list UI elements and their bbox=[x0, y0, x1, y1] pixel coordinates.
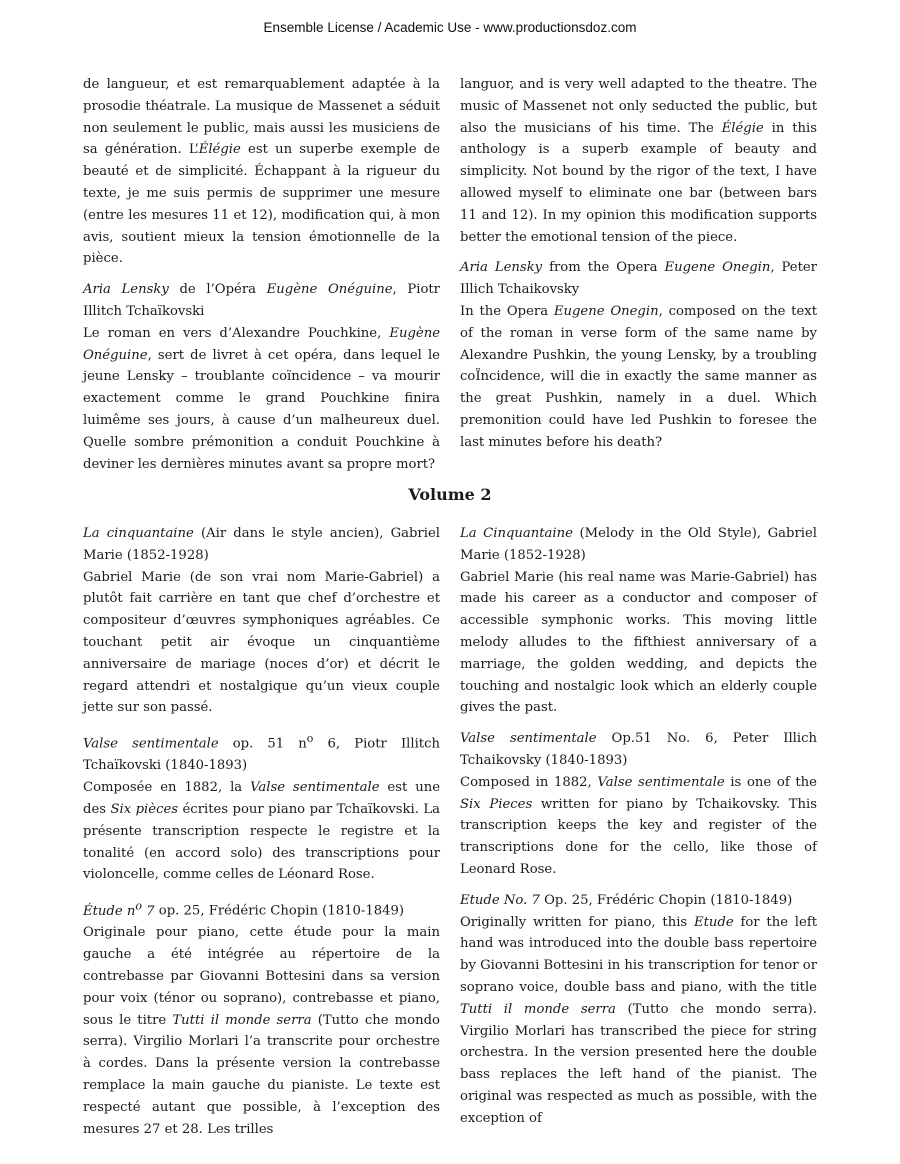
section-heading: Aria Lensky from the Opera Eugene Onegin, Peter Illich Tchaikovsky bbox=[460, 260, 817, 298]
valse-section-en bbox=[460, 728, 817, 881]
section-heading: Aria Lensky de l’Opéra Eugène Onéguine, Piotr Illitch Tchaïkovski bbox=[83, 282, 440, 319]
paragraph: de langueur, et est remarquablement adaptée à la prosodie théatrale. La musique de Massenet a séduit non seulement le public, mais aussi les musiciens de sa génération. L’Élégie est un superbe exemple de beauté et de simplicité. Échappant à la rigueur du texte, je me suis permis de supprimer une mesure (entre les mesures 11 et 12), modification qui, à mon avis, soutient mieux la tension émotionnelle de la pièce. bbox=[83, 77, 441, 267]
aria-lensky-section-fr bbox=[83, 279, 440, 475]
paragraph: Originally written for piano, this Etude for the left hand was introduced into the double bass repertoire by Giovanni Bottesini in his transcription for tenor or soprano voice, double bass and piano, with the title Tutti il monde serra (Tutto che mondo serra). Virgilio Morlari has transcribed the piece for string orchestra. In the version presented here the double bass replaces the left hand of the pianist. The original was respected as much as possible, with the exception of bbox=[460, 914, 817, 1126]
section-heading: Étude $n^o$ 7 op. 25, Frédéric Chopin (1810-1849) bbox=[83, 899, 405, 919]
paragraph: Composée en 1882, la Valse sentimentale est une des Six pièces écrites pour piano par Tchaïkovski. La présente transcription respecte le registre et la tonalité (en accord solo) des transcriptions pour violoncelle, comme celles de Léonard Rose. bbox=[83, 780, 440, 883]
aria-lensky-section-en bbox=[460, 257, 817, 453]
english-column-top bbox=[460, 74, 817, 454]
section-heading: La Cinquantaine (Melody in the Old Style), Gabriel Marie (1852-1928) bbox=[460, 526, 817, 563]
paragraph: Gabriel Marie (his real name was Marie-Gabriel) has made his career as a conductor and composer of accessible symphonic works. This moving little melody alludes to the fifthiest anniversary of a marriage, the golden wedding, and depicts the touching and nostalgic look which an elderly couple gives the past. bbox=[460, 569, 817, 716]
section-heading: Valse sentimentale Op.51 No. 6, Peter Illich Tchaikovsky (1840-1893) bbox=[460, 731, 817, 768]
paragraph: languor, and is very well adapted to the theatre. The music of Massenet not only seducted the public, but also the musicians of his time. The Élégie in this anthology is a superb example of beauty and simplicity. Not bound by the rigor of the text, I have allowed myself to eliminate one bar (between bars 11 and 12). In my opinion this modification supports better the emotional tension of the piece. bbox=[460, 77, 817, 245]
valse-section-fr bbox=[83, 728, 440, 886]
cinquantaine-section-fr bbox=[83, 523, 440, 719]
page-header: Ensemble License / Academic Use - www.productionsdoz.com bbox=[263, 20, 637, 35]
elegie-paragraph-en bbox=[460, 74, 817, 248]
volume-title: Volume 2 bbox=[408, 485, 492, 504]
etude-section-en bbox=[460, 890, 817, 1130]
paragraph: Le roman en vers d’Alexandre Pouchkine, Eugène Onéguine, sert de livret à cet opéra, dans lequel le jeune Lensky – troublante coïncidence – va mourir exactement comme le grand Pouchkine finira luimême ses jours, à cause d’un malheureux duel. Quelle sombre prémonition a conduit Pouchkine à deviner les dernières minutes avant sa propre mort? bbox=[83, 325, 440, 472]
section-heading: Valse sentimentale op. 51 $n^o$ 6, Piotr Illitch Tchaïkovski (1840-1893) bbox=[83, 732, 440, 774]
paragraph: Originale pour piano, cette étude pour la main gauche a été intégrée au répertoire de la contrebasse par Giovanni Bottesini dans sa version pour voix (ténor ou soprano), contrebasse et piano, sous le titre Tutti il monde serra (Tutto che mondo serra). Virgilio Morlari l’a transcrite pour orchestre à cordes. Dans la présente version la contrebasse remplace la main gauche du pianiste. Le texte est respecté autant que possible, à l’exception des mesures 27 et 28. Les trilles bbox=[83, 925, 440, 1137]
elegie-paragraph-fr bbox=[83, 74, 440, 270]
section-heading: Etude No. 7 Op. 25, Frédéric Chopin (1810-1849) bbox=[460, 892, 793, 908]
etude-section-fr bbox=[83, 895, 440, 1140]
french-column-bottom bbox=[83, 523, 440, 1140]
section-heading: La cinquantaine (Air dans le style ancien), Gabriel Marie (1852-1928) bbox=[83, 526, 440, 563]
french-column-top bbox=[83, 74, 440, 475]
paragraph: In the Opera Eugene Onegin, composed on the text of the roman in verse form of the same name by Alexandre Pushkin, the young Lensky, by a troubling coÏncidence, will die in exactly the same manner as the great Pushkin, namely in a duel. Which premonition could have led Pushkin to foresee the last minutes before his death? bbox=[460, 303, 818, 450]
paragraph: Gabriel Marie (de son vrai nom Marie-Gabriel) a plutôt fait carrière en tant que chef d’orchestre et compositeur d’œuvres symphoniques agréables. Ce touchant petit air évoque un cinquantième anniversaire de mariage (noces d’or) et décrit le regard attendri et nostalgique qu’un vieux couple jette sur son passé. bbox=[83, 569, 440, 716]
paragraph: Composed in 1882, Valse sentimentale is one of the Six Pieces written for piano by Tchaikovsky. This transcription keeps the key and register of the transcriptions done for the cello, like those of Leonard Rose. bbox=[460, 774, 817, 877]
cinquantaine-section-en bbox=[460, 523, 817, 719]
english-column-bottom bbox=[460, 523, 817, 1130]
